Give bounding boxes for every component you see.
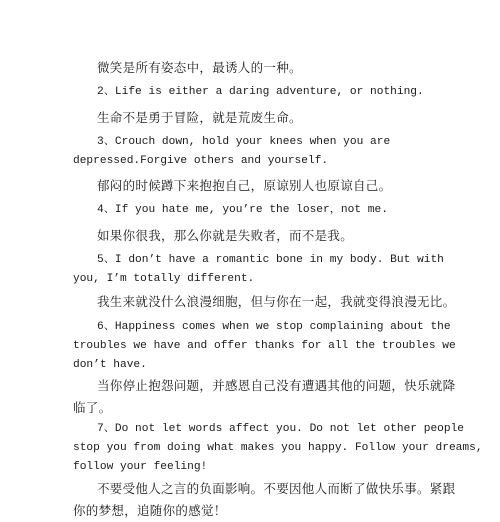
text-line: 不要受他人之言的负面影响。不要因他人而断了做快乐事。紧跟: [97, 481, 456, 496]
paragraph-zh-7: [73, 478, 456, 522]
text-line: 5、I don’t have a romantic bone in my body. But with: [97, 254, 444, 266]
text-line: you, I’m totally different.: [73, 273, 255, 285]
paragraph-zh-6: [73, 375, 456, 419]
text-line: depressed.Forgive others and yourself.: [73, 155, 329, 167]
text-line: 你的梦想，追随你的感觉！: [73, 503, 227, 518]
text-line: 临了。: [73, 400, 112, 415]
text-line: don’t have.: [73, 359, 147, 371]
text-line: 我生来就没什么浪漫细胞，但与你在一起，我就变得浪漫无比。: [97, 294, 456, 309]
text-line: 3、Crouch down, hold your knees when you are: [97, 136, 391, 148]
paragraph-zh-2: [73, 107, 437, 129]
paragraph-en-2: [73, 83, 437, 102]
text-line: 郁闷的时候蹲下来抱抱自己，原谅别人也原谅自己。: [97, 178, 392, 193]
paragraph-en-4: [73, 201, 437, 220]
text-line: follow your feeling!: [73, 461, 208, 473]
text-line: 生命不是勇于冒险，就是荒废生命。: [97, 110, 302, 125]
text-line: stop you from doing what makes you happy. Follow your dreams,: [73, 442, 483, 454]
paragraph-zh-5: [73, 291, 456, 313]
text-line: 6、Happiness comes when we stop complaining about the: [97, 321, 451, 333]
text-line: 当你停止抱怨问题，并感恩自己没有遭遇其他的问题，快乐就降: [97, 378, 456, 393]
paragraph-en-5: [73, 251, 444, 289]
paragraph-zh-4: [73, 225, 437, 247]
paragraph-en-7: [73, 420, 483, 477]
text-line: 4、If you hate me, you’re the loser，not me.: [97, 204, 388, 216]
text-line: 2、Life is either a daring adventure, or nothing.: [97, 86, 424, 98]
paragraph-zh-3: [73, 175, 437, 197]
paragraph-en-3: [73, 133, 413, 171]
paragraph-zh-1: [73, 57, 437, 79]
text-line: troubles we have and offer thanks for all the troubles we: [73, 340, 456, 352]
paragraph-en-6: [73, 318, 456, 375]
text-line: 7、Do not let words affect you. Do not let other people: [97, 423, 465, 435]
text-line: 如果你很我，那么你就是失败者，而不是我。: [97, 228, 354, 243]
text-line: 微笑是所有姿态中，最诱人的一种。: [97, 60, 302, 75]
